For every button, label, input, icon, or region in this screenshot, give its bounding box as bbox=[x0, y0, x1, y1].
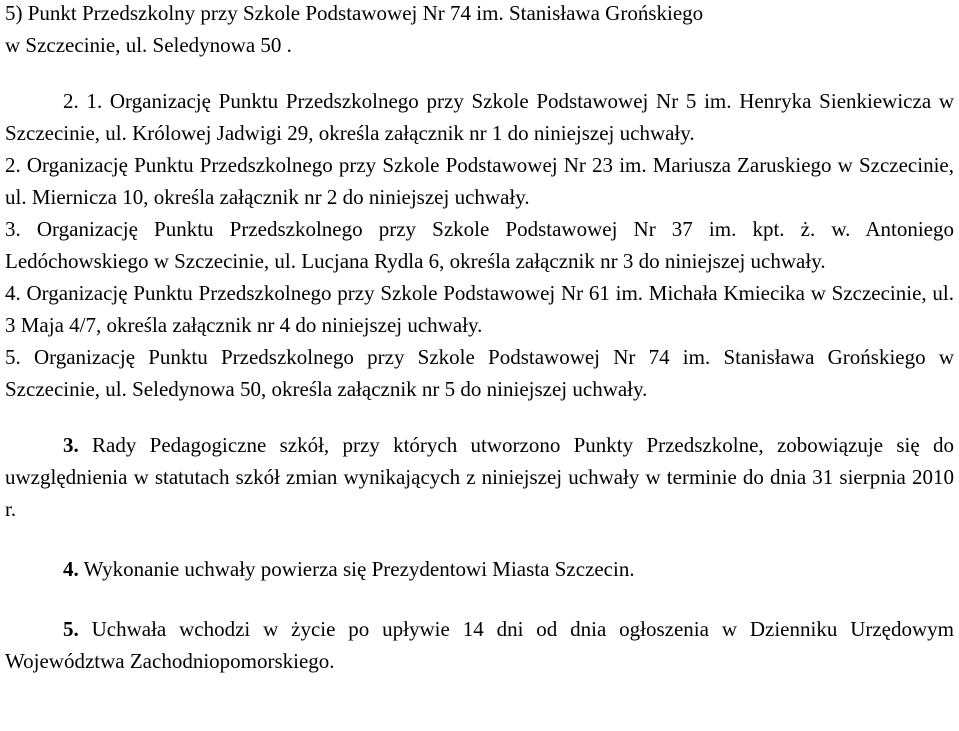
section-4 bbox=[5, 553, 954, 585]
section-3-text: Rady Pedagogiczne szkół, przy których utworzono Punkty Przedszkolne, zobowiązuje się do uwzględnienia w statutach szkół zmian wynikających z niniejszej uchwały w terminie do dnia 31 sierpnia 2010 r. bbox=[5, 433, 954, 521]
section-2-item-3: 3. Organizację Punktu Przedszkolnego przy Szkole Podstawowej Nr 37 im. kpt. ż. w. Antoniego Ledóchowskiego w Szczecinie, ul. Lucjana Rydla 6, określa załącznik nr 3 do niniejszej uchwały. bbox=[5, 217, 954, 273]
section-4-number: 4. bbox=[63, 557, 79, 581]
item-5-line1: 5) Punkt Przedszkolny przy Szkole Podstawowej Nr 74 im. Stanisława Grońskiego bbox=[5, 1, 704, 25]
section-2-item-2: 2. Organizację Punktu Przedszkolnego przy Szkole Podstawowej Nr 23 im. Mariusza Zaruskiego w Szczecinie, ul. Miernicza 10, określa załącznik nr 2 do niniejszej uchwały. bbox=[5, 153, 954, 209]
section-2 bbox=[5, 85, 954, 405]
section-2-item-5: 5. Organizację Punktu Przedszkolnego przy Szkole Podstawowej Nr 74 im. Stanisława Grońskiego w Szczecinie, ul. Seledynowa 50, określa załącznik nr 5 do niniejszej uchwały. bbox=[5, 345, 954, 401]
section-5 bbox=[5, 613, 954, 677]
section-2-item-text: 1. Organizację Punktu Przedszkolnego przy Szkole Podstawowej Nr 5 im. Henryka Sienkiewicza w Szczecinie, ul. Królowej Jadwigi 29, określa załącznik nr 1 do niniejszej uchwały. bbox=[5, 89, 954, 145]
section-5-text: Uchwała wchodzi w życie po upływie 14 dni od dnia ogłoszenia w Dzienniku Urzędowym Województwa Zachodniopomorskiego. bbox=[5, 617, 954, 673]
spacer bbox=[5, 585, 954, 613]
item-5-line2: w Szczecinie, ul. Seledynowa 50 . bbox=[5, 33, 292, 57]
section-3-number: 3. bbox=[63, 433, 79, 457]
section-2-number: 2. bbox=[63, 89, 79, 113]
spacer bbox=[5, 405, 954, 429]
section-3 bbox=[5, 429, 954, 525]
item-5-school-74 bbox=[5, 0, 954, 61]
section-5-number: 5. bbox=[63, 617, 79, 641]
spacer bbox=[5, 525, 954, 553]
section-2-item-4: 4. Organizację Punktu Przedszkolnego przy Szkole Podstawowej Nr 61 im. Michała Kmiecika w Szczecinie, ul. 3 Maja 4/7, określa załącznik nr 4 do niniejszej uchwały. bbox=[5, 281, 954, 337]
spacer bbox=[5, 61, 954, 85]
section-4-text: Wykonanie uchwały powierza się Prezydentowi Miasta Szczecin. bbox=[78, 557, 635, 581]
section-2-item-1 bbox=[5, 85, 954, 149]
